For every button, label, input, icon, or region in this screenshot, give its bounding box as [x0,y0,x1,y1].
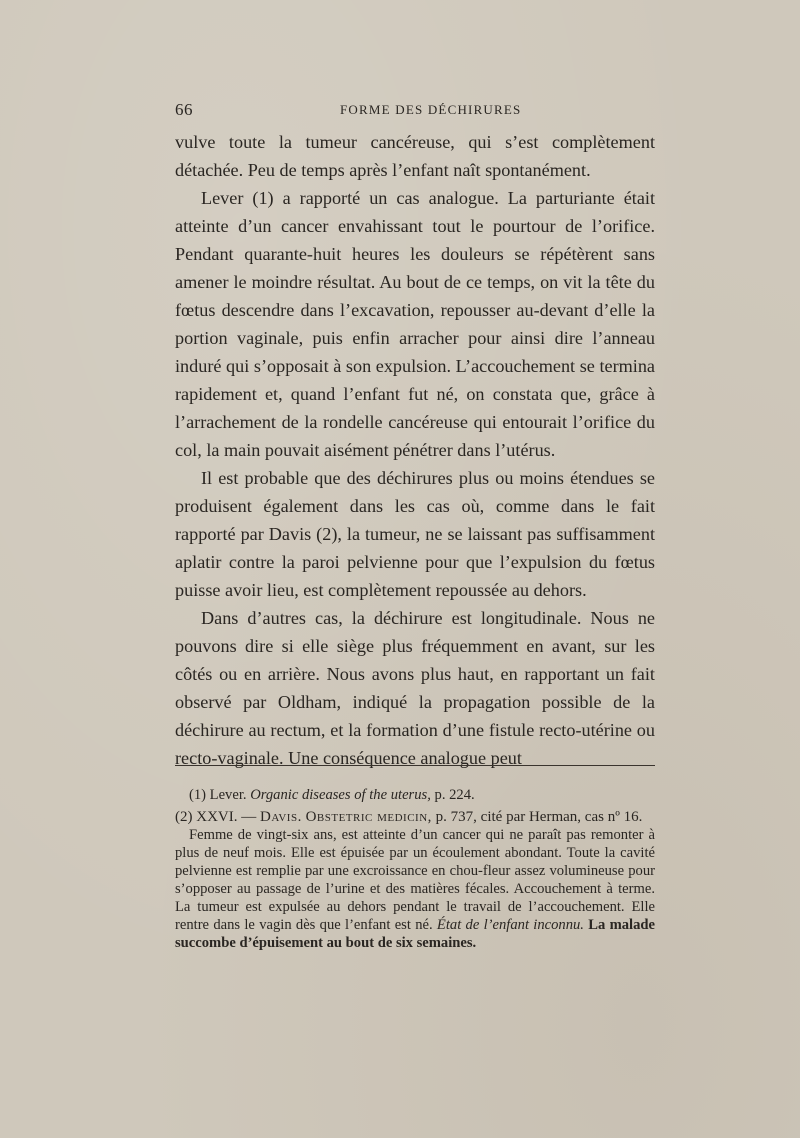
footnote-2-body [175,826,655,952]
footnote-2-ref: p. 737, cité par Herman, cas nº 16. [435,809,643,825]
footnote-2-source: Obstetric medicin, [305,809,432,825]
main-text [175,128,655,772]
footnote-1-title: Organic diseases of the uterus, [250,787,431,803]
paragraph-davis-case: Il est probable que des déchirures plus ou moins étendues se produisent également dans les cas où, comme dans le fait rapporté par Davis (2), la tumeur, ne se laissant pas suffisamment aplatir contre la paroi pelvienne pour que l’expulsion du fœtus puisse avoir lieu, est complètement repoussée au dehors. [175,468,655,600]
footnote-2-text: Femme de vingt-six ans, est atteinte d’un cancer qui ne paraît pas remonter à plus de neuf mois. Elle est épuisée par un écoulement abondant. Toute la cavité pelvienne est remplie par une excroissance en chou-fleur assez volumineuse pour s’opposer au passage de l’urine et des matières fécales. Accouchement à terme. La tumeur est expulsée au dehors pendant le travail de l’accouchement. Elle rentre dans le vagin dès que l’enfant est né. [175,827,655,933]
footnote-2-reference [175,808,655,826]
footnote-1-marker: (1) Lever. [189,787,247,803]
footnote-2-italic: État de l’enfant inconnu. [436,917,584,933]
page-number: 66 [175,100,193,119]
footnote-1-page: p. 224. [434,787,475,803]
page-header [175,100,655,122]
paragraph-longitudinal-tear: Dans d’autres cas, la déchirure est longitudinale. Nous ne pouvons dire si elle siège plus fréquemment en avant, sur les côtés ou en arrière. Nous avons plus haut, en rapportant un fait observé par Oldham, indiqué la propagation possible de la déchirure au rectum, et la formation d’une fistule recto-utérine ou recto-vaginale. Une conséquence analogue peut [175,608,655,768]
footnote-2-bold: La malade succombe d’épuisement au bout de six semaines. [175,917,655,951]
footnote-1 [175,786,655,804]
paragraph-continuation: vulve toute la tumeur cancéreuse, qui s’est complètement détachée. Peu de temps après l’enfant naît spontanément. [175,132,655,180]
running-title: FORME DES DÉCHIRURES [340,102,522,117]
footnote-separator [175,765,655,766]
footnote-2-author: Davis. [259,809,302,825]
paragraph-lever-case: Lever (1) a rapporté un cas analogue. La parturiante était atteinte d’un cancer envahissant tout le pourtour de l’orifice. Pendant quarante-huit heures les douleurs se répétèrent sans amener le moindre résultat. Au bout de ce temps, on vit la tête du fœtus descendre dans l’excavation, repousser au-devant d’elle la portion vaginale, puis enfin arracher pour ainsi dire l’anneau induré qui s’opposait à son expulsion. L’accouchement se termina rapidement et, quand l’enfant fut né, on constata que, grâce à l’arrachement de la rondelle cancéreuse qui entourait l’orifice du col, la main pouvait aisément pénétrer dans l’utérus. [175,188,655,460]
footnote-2-marker: (2) XXVI. — [175,809,257,825]
footnotes [175,786,655,952]
